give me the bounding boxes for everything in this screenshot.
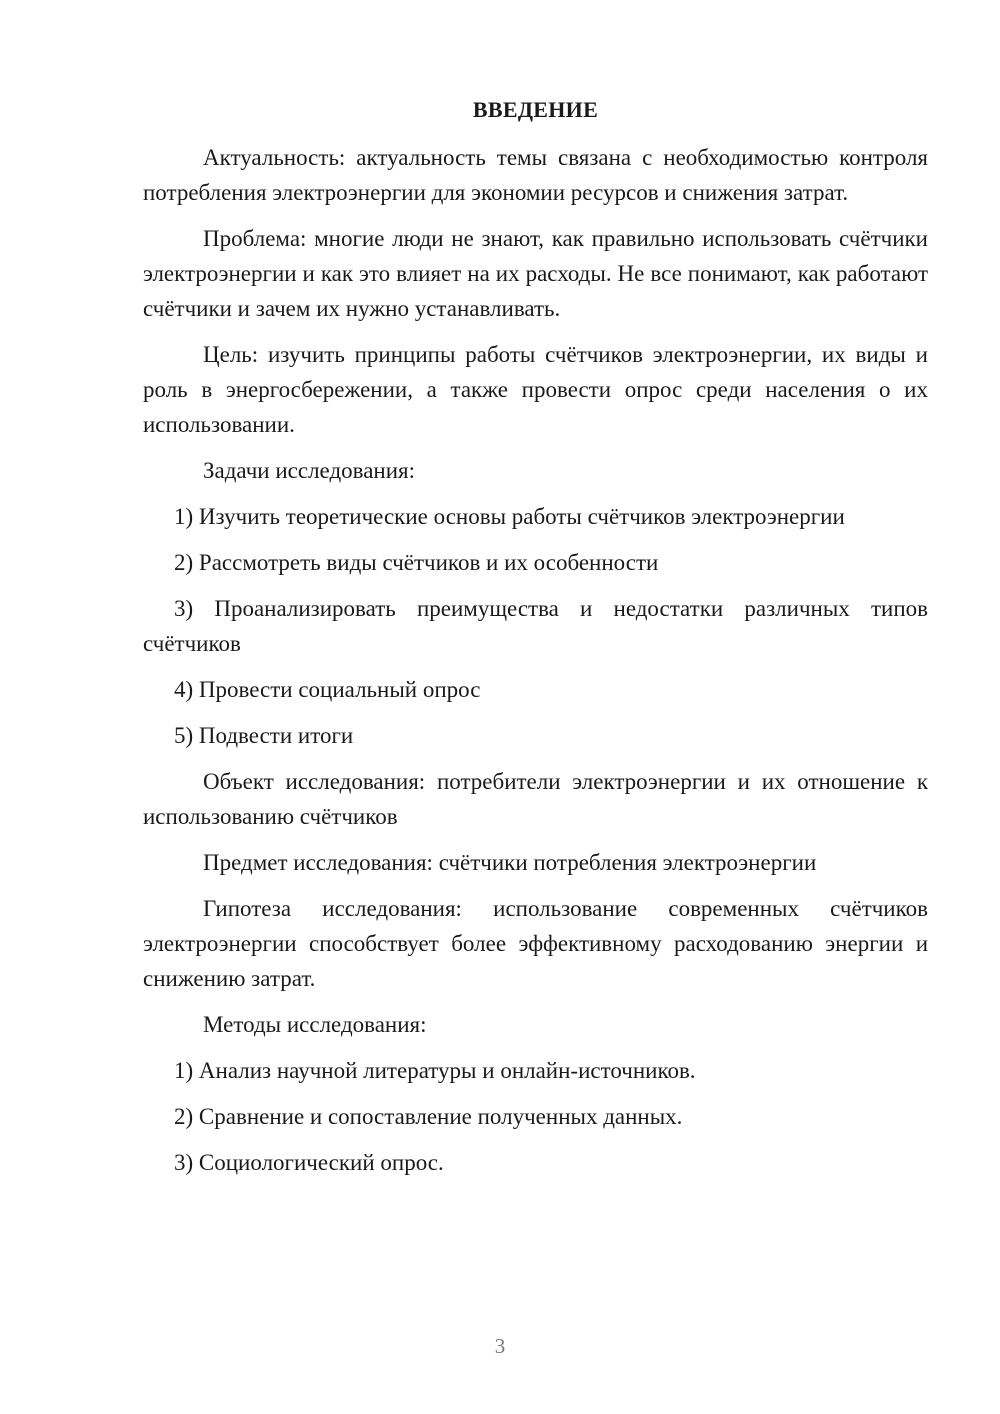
subject-paragraph: Предмет исследования: счётчики потребления электроэнергии	[203, 850, 817, 875]
page-number: 3	[494, 1334, 506, 1358]
task-item-1: 1) Изучить теоретические основы работы счётчиков электроэнергии	[174, 504, 845, 529]
object-paragraph: Объект исследования: потребители электроэнергии и их отношение к использованию счётчиков	[143, 769, 928, 829]
tasks-heading: Задачи исследования:	[203, 458, 416, 483]
goal-paragraph: Цель: изучить принципы работы счётчиков электроэнергии, их виды и роль в энергосбережении, а также провести опрос среди населения о их использовании.	[143, 342, 928, 437]
section-title: ВВЕДЕНИЕ	[472, 97, 599, 122]
task-item-5: 5) Подвести итоги	[174, 723, 354, 748]
method-item-1: 1) Анализ научной литературы и онлайн-источников.	[174, 1058, 696, 1083]
relevance-paragraph: Актуальность: актуальность темы связана с необходимостью контроля потребления электроэнергии для экономии ресурсов и снижения затрат.	[143, 145, 928, 205]
document-page	[143, 92, 928, 1191]
methods-heading: Методы исследования:	[203, 1012, 427, 1037]
hypothesis-paragraph: Гипотеза исследования: использование современных счётчиков электроэнергии способствует более эффективному расходованию энергии и снижению затрат.	[143, 896, 928, 991]
problem-paragraph: Проблема: многие люди не знают, как правильно использовать счётчики электроэнергии и как это влияет на их расходы. Не все понимают, как работают счётчики и зачем их нужно устанавливать.	[143, 226, 928, 321]
method-item-2: 2) Сравнение и сопоставление полученных данных.	[174, 1104, 683, 1129]
task-item-4: 4) Провести социальный опрос	[174, 677, 481, 702]
task-item-3: 3) Проанализировать преимущества и недостатки различных типов счётчиков	[143, 596, 928, 656]
method-item-3: 3) Социологический опрос.	[174, 1150, 444, 1175]
task-item-2: 2) Рассмотреть виды счётчиков и их особенности	[174, 550, 659, 575]
